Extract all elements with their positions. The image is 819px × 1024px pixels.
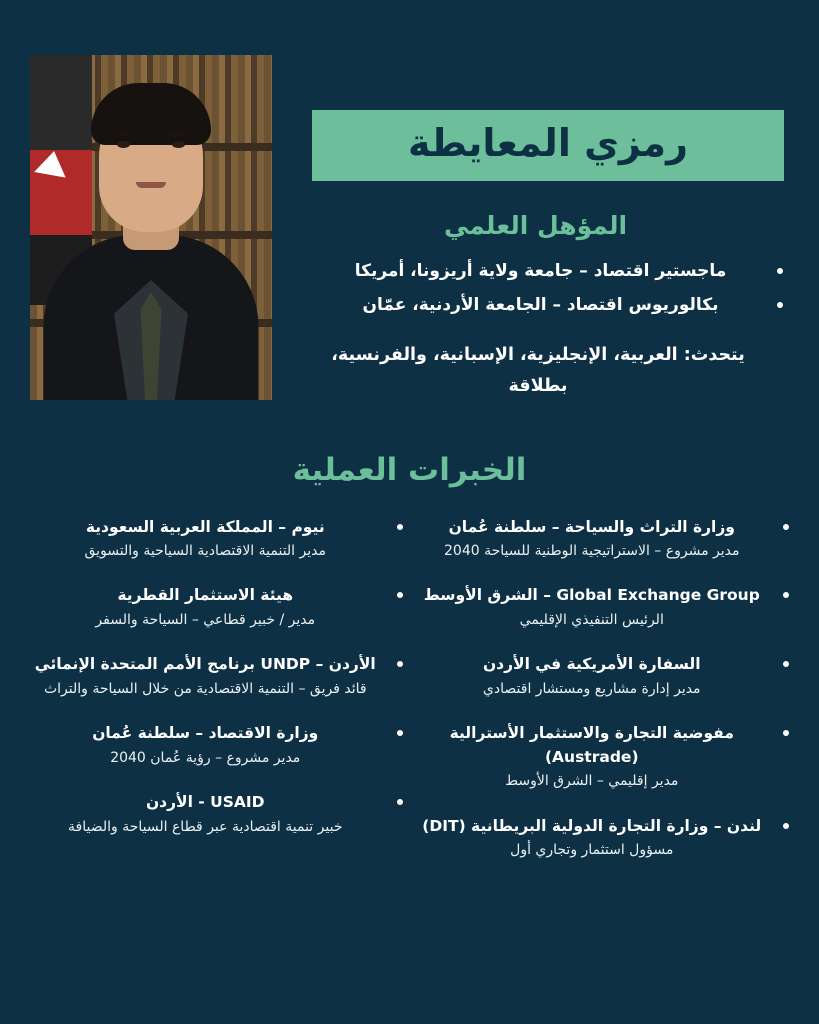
bullet-icon: [783, 661, 789, 667]
bullet-icon: [783, 524, 789, 530]
experience-column-right: [26, 516, 407, 884]
experience-role: مسؤول استثمار وتجاري أول: [510, 841, 674, 858]
list-item: [312, 254, 769, 288]
experience-role: قائد فريق – التنمية الاقتصادية من خلال السياحة والتراث: [43, 680, 367, 697]
experience-role: مدير مشروع – الاستراتيجية الوطنية للسياحة 2040: [444, 542, 740, 559]
experience-org: هيئة الاستثمار القطرية: [117, 586, 294, 605]
experience-org: وزارة الاقتصاد – سلطنة عُمان: [92, 724, 319, 743]
bullet-icon: [783, 823, 789, 829]
experience-role: مدير التنمية الاقتصادية السياحية والتسويق: [84, 542, 326, 559]
bullet-icon: [397, 592, 403, 598]
bullet-icon: [783, 592, 789, 598]
experience-org: USAID - الأردن: [145, 793, 265, 812]
list-item: [413, 653, 794, 700]
list-item: [26, 722, 407, 769]
experience-grid: [0, 516, 819, 884]
list-item: [26, 653, 407, 700]
experience-role: مدير / خبير قطاعي – السياحة والسفر: [95, 611, 316, 628]
languages-label: يتحدث:: [683, 345, 745, 366]
list-item: [413, 516, 794, 563]
experience-role: مدير إدارة مشاريع ومستشار اقتصادي: [482, 680, 701, 697]
list-item: [26, 791, 407, 838]
education-list: [312, 254, 769, 322]
experience-org: مفوضية التجارة والاستثمار الأسترالية (Austrade): [449, 724, 734, 766]
person-eye: [172, 141, 185, 148]
portrait-photo: [30, 55, 272, 400]
bullet-icon: [777, 302, 783, 308]
experience-org: السفارة الأمريكية في الأردن: [482, 655, 701, 674]
education-heading: المؤهل العلمي: [443, 211, 628, 241]
experience-role: مدير إقليمي – الشرق الأوسط: [505, 772, 679, 789]
person-eyebrow: [169, 131, 188, 136]
list-item: [26, 516, 407, 563]
experience-org: وزارة التراث والسياحة – سلطنة عُمان: [448, 517, 735, 536]
person-name-banner: رمزي المعايطة: [312, 110, 784, 181]
languages-line: [312, 340, 764, 401]
bullet-icon: [397, 799, 403, 805]
bullet-icon: [777, 268, 783, 274]
experience-role: خبير تنمية اقتصادية عبر قطاع السياحة والضيافة: [68, 818, 343, 835]
experience-org: نيوم – المملكة العربية السعودية: [85, 517, 325, 536]
experience-org: الأردن – UNDP برنامج الأمم المتحدة الإنمائي: [34, 655, 376, 674]
bullet-icon: [397, 661, 403, 667]
languages-value: العربية، الإنجليزية، الإسبانية، والفرنسية، بطلاقة: [331, 345, 678, 396]
education-item-text: بكالوريوس اقتصاد – الجامعة الأردنية، عمّان: [362, 295, 719, 316]
experience-column-left: [413, 516, 794, 884]
list-item: [413, 584, 794, 631]
person-eyebrow: [114, 131, 133, 136]
bullet-icon: [783, 730, 789, 736]
bullet-icon: [397, 730, 403, 736]
experience-role: الرئيس التنفيذي الإقليمي: [519, 611, 664, 628]
experience-heading: الخبرات العملية: [292, 451, 527, 488]
header-section: [0, 0, 819, 402]
experience-org: Global Exchange Group – الشرق الأوسط: [423, 586, 760, 605]
list-item: [312, 288, 769, 322]
bullet-icon: [397, 524, 403, 530]
experience-org: لندن – وزارة التجارة الدولية البريطانية (DIT): [422, 816, 762, 835]
list-item: [413, 815, 794, 862]
education-item-text: ماجستير اقتصاد – جامعة ولاية أريزونا، أمريكا: [354, 261, 727, 282]
bio-column: [282, 55, 789, 402]
person-eye: [117, 141, 130, 148]
experience-role: مدير مشروع – رؤية عُمان 2040: [110, 749, 301, 766]
list-item: [26, 584, 407, 631]
list-item: [413, 722, 794, 792]
person-mouth: [136, 182, 166, 188]
